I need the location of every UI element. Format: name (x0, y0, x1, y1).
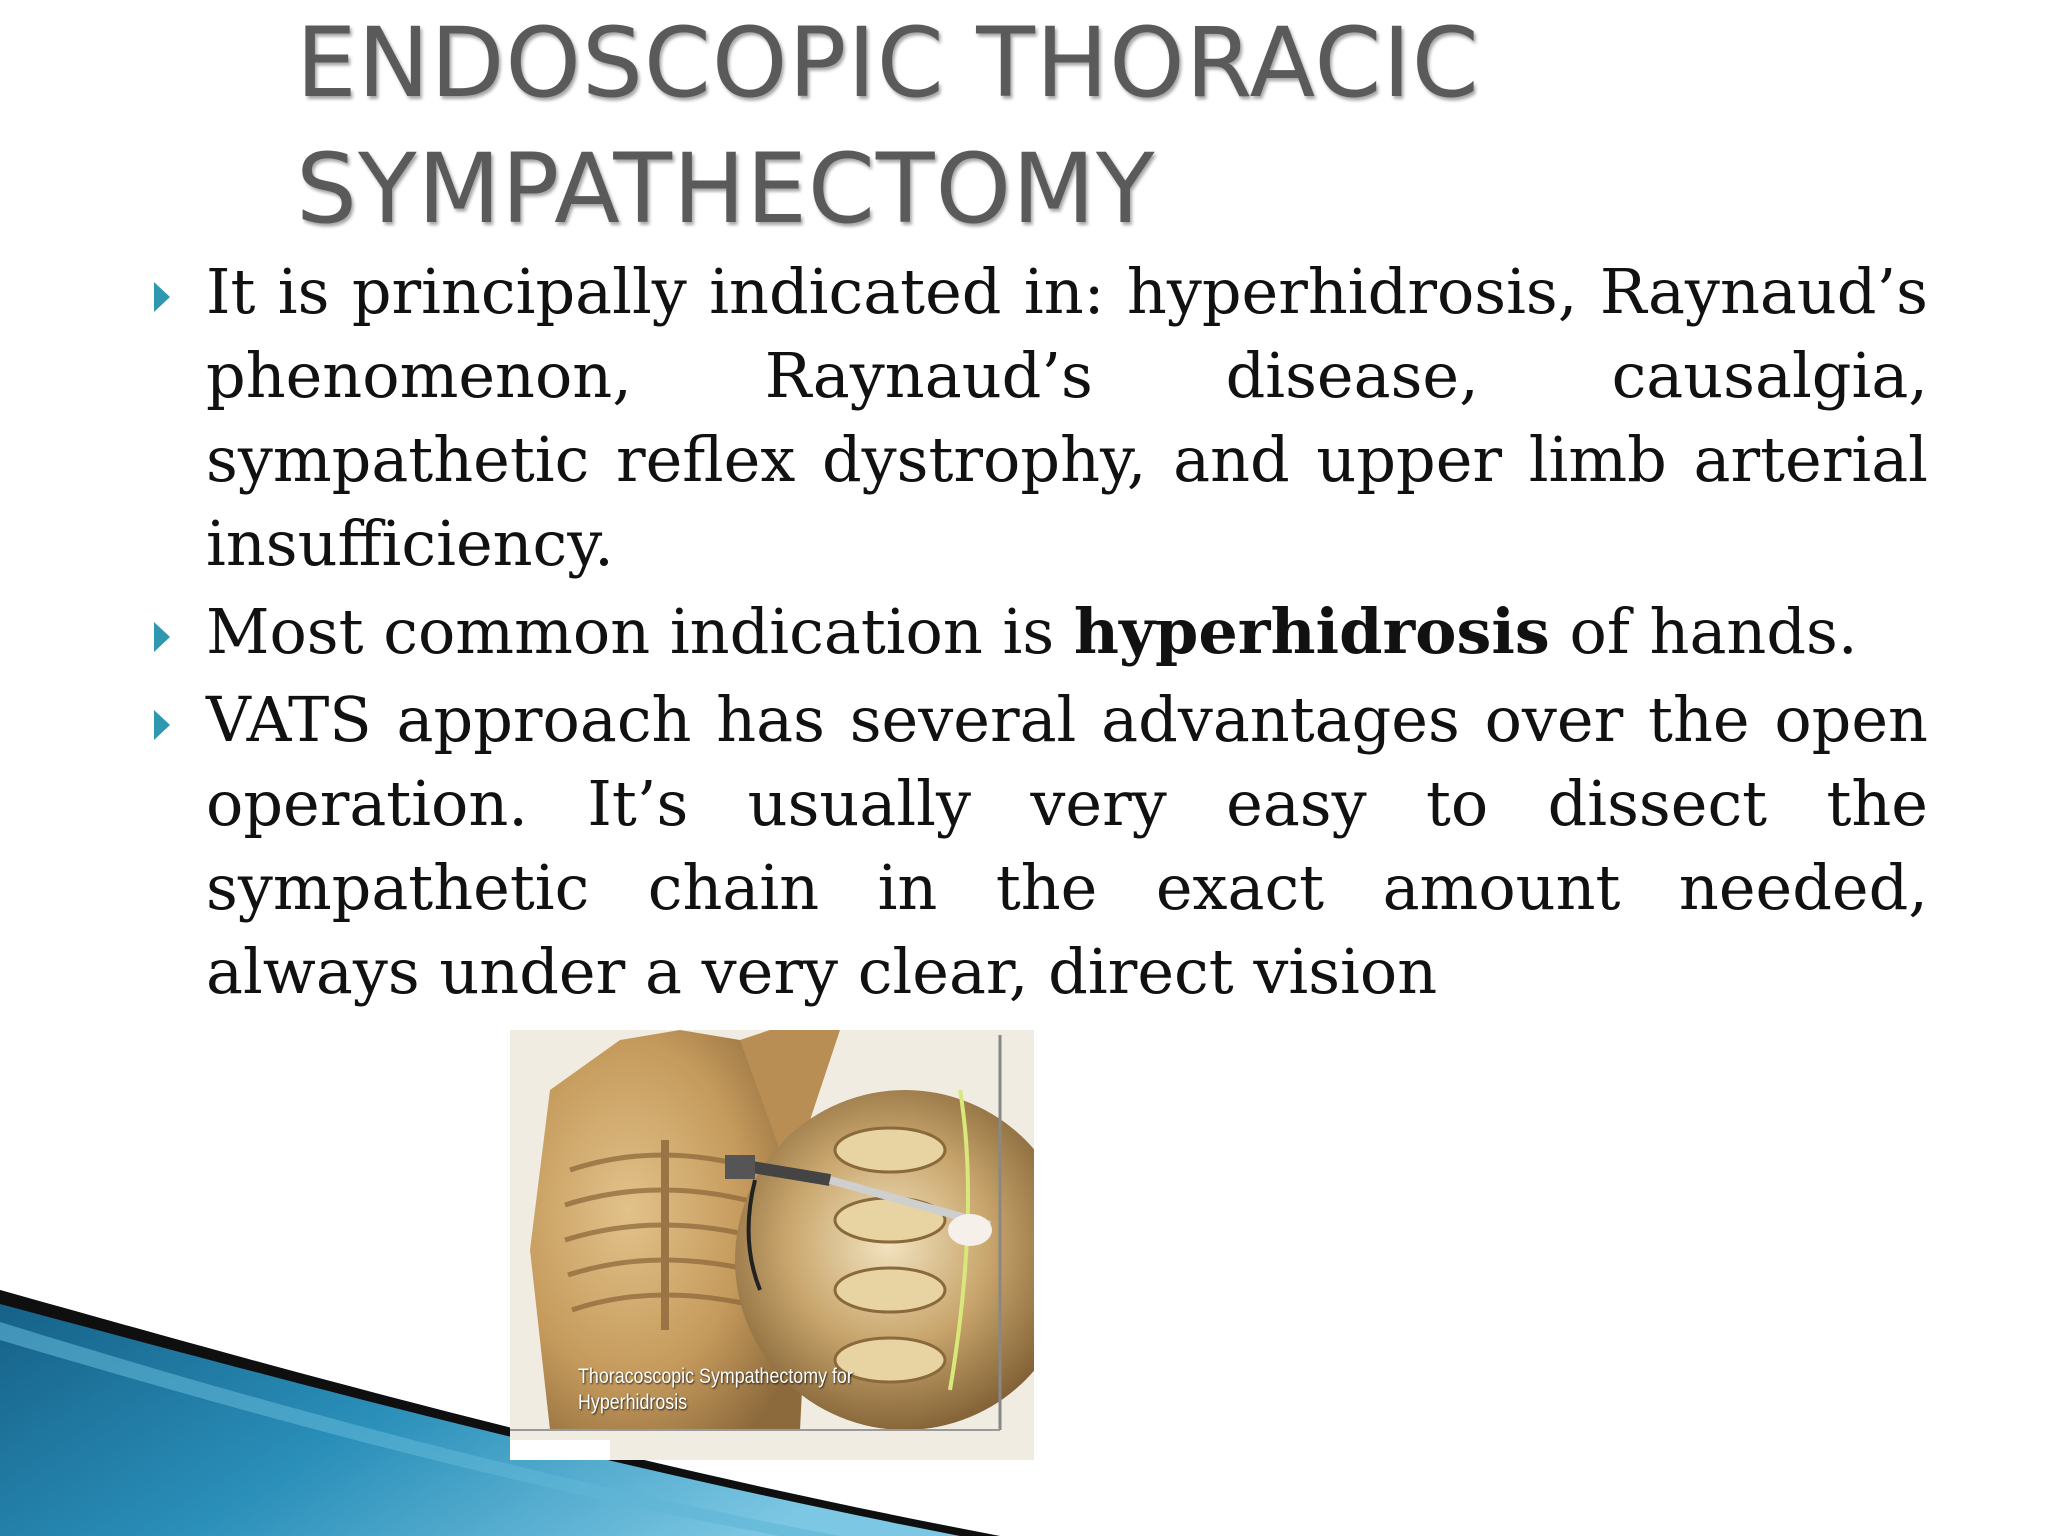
bullet-text-common-indication (206, 590, 1928, 674)
slide-title-line-1: ENDOSCOPIC THORACIC (296, 7, 1480, 119)
bullet-text-vats-advantages: VATS approach has several advantages over the open operation. It’s usually very easy to dissect the sympathetic chain in the exact amount needed, always under a very clear, direct vision (206, 683, 1928, 1008)
bullet-item (148, 590, 1928, 674)
bullet-text-part: Most common indication is (206, 595, 1074, 668)
figure-caption-line-2: Hyperhidrosis (578, 1391, 688, 1414)
figure-caption (578, 1364, 935, 1416)
bullet-arrow-icon (154, 710, 170, 740)
slide-title-line-2: SYMPATHECTOMY (296, 133, 1156, 245)
bullet-text-part: of hands. (1549, 595, 1858, 668)
slide-title (296, 0, 1796, 252)
bullet-arrow-icon (154, 282, 170, 312)
bullet-text-indications: It is principally indicated in: hyperhidrosis, Raynaud’s phenomenon, Raynaud’s disease, causalgia, sympathetic reflex dystrophy, and upper limb arterial insufficiency. (206, 255, 1928, 580)
figure-caption-line-1: Thoracoscopic Sympathectomy for (578, 1365, 853, 1388)
bullet-item (148, 678, 1928, 1014)
bullet-item (148, 250, 1928, 586)
bullet-list (148, 250, 1928, 1016)
bullet-text-emphasis: hyperhidrosis (1073, 595, 1550, 668)
bullet-arrow-icon (154, 622, 170, 652)
